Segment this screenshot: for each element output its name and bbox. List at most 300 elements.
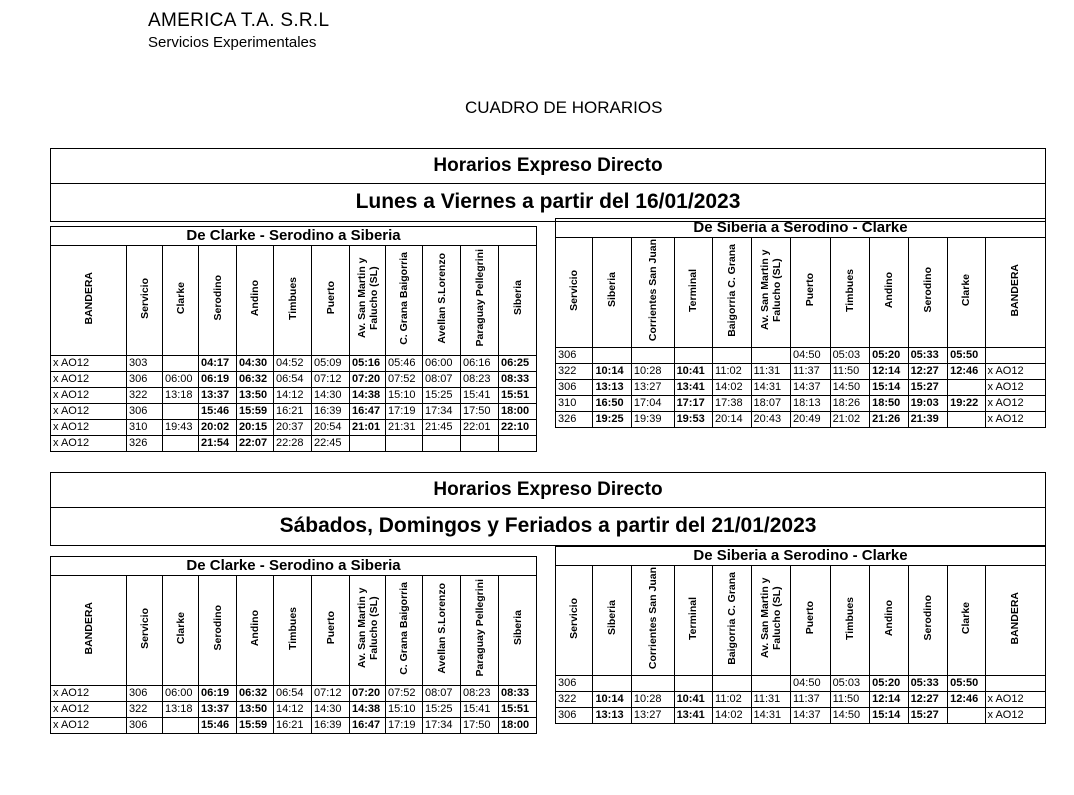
column-header bbox=[948, 238, 985, 348]
column-header bbox=[423, 246, 461, 356]
table-cell: 322 bbox=[556, 692, 593, 708]
column-header-label: Siberia bbox=[606, 600, 619, 636]
weekend-inbound-table bbox=[555, 546, 1046, 724]
table-cell: 05:09 bbox=[312, 356, 350, 372]
table-cell: 15:14 bbox=[870, 708, 908, 724]
table-cell: 11:37 bbox=[791, 692, 831, 708]
column-header bbox=[237, 246, 274, 356]
table-cell: 06:00 bbox=[423, 356, 461, 372]
table-cell bbox=[163, 404, 199, 420]
table-cell: 18:00 bbox=[499, 718, 537, 734]
table-cell: 17:04 bbox=[631, 396, 674, 412]
table-cell: 322 bbox=[127, 388, 163, 404]
table-cell: 15:25 bbox=[423, 702, 461, 718]
document-title: CUADRO DE HORARIOS bbox=[465, 98, 663, 117]
route-title: De Clarke - Serodino a Siberia bbox=[51, 227, 537, 246]
weekend-title: Horarios Expreso Directo bbox=[50, 472, 1046, 508]
company-subtitle: Servicios Experimentales bbox=[148, 34, 317, 51]
table-cell: 16:47 bbox=[350, 718, 386, 734]
column-header-label: Av. San Martin y Falucho (SL) bbox=[355, 257, 380, 339]
table-cell: 16:50 bbox=[593, 396, 631, 412]
table-cell: 18:13 bbox=[791, 396, 831, 412]
table-cell: 11:02 bbox=[713, 364, 751, 380]
column-header-label: Siberia bbox=[511, 610, 524, 646]
table-cell: 18:00 bbox=[499, 404, 537, 420]
table-cell: 15:51 bbox=[499, 702, 537, 718]
column-header bbox=[908, 566, 948, 676]
table-cell: 10:28 bbox=[631, 692, 674, 708]
table-cell: 06:19 bbox=[199, 372, 237, 388]
table-cell: 14:38 bbox=[350, 702, 386, 718]
column-header-label: Puerto bbox=[324, 281, 337, 315]
table-cell: 14:50 bbox=[830, 708, 870, 724]
table-cell: 17:38 bbox=[713, 396, 751, 412]
table-cell: 04:52 bbox=[274, 356, 312, 372]
table-cell: x AO12 bbox=[51, 702, 127, 718]
column-header-label: Av. San Martin y Falucho (SL) bbox=[355, 587, 380, 669]
table-cell: 16:39 bbox=[312, 404, 350, 420]
table-cell: 19:22 bbox=[948, 396, 985, 412]
table-cell: 11:02 bbox=[713, 692, 751, 708]
column-header bbox=[713, 566, 751, 676]
table-cell: 15:41 bbox=[461, 702, 499, 718]
weekday-schedule-header bbox=[50, 148, 1046, 222]
column-header-label: Corrientes San Juan bbox=[646, 566, 659, 670]
table-cell: 19:53 bbox=[674, 412, 712, 428]
column-header-label: Serodino bbox=[211, 275, 224, 321]
table-row bbox=[556, 412, 1046, 428]
table-cell: 19:39 bbox=[631, 412, 674, 428]
column-header-label: Serodino bbox=[921, 595, 934, 641]
company-header bbox=[148, 10, 329, 51]
table-cell: 05:20 bbox=[870, 676, 908, 692]
column-header-label: C. Grana Baigorria bbox=[398, 251, 410, 345]
route-title: De Siberia a Serodino - Clarke bbox=[556, 219, 1046, 238]
column-header-label: Av. San Martin y Falucho (SL) bbox=[758, 249, 783, 331]
table-cell: 04:17 bbox=[199, 356, 237, 372]
column-header-label: Siberia bbox=[511, 280, 524, 316]
column-header bbox=[985, 566, 1045, 676]
weekday-title: Horarios Expreso Directo bbox=[50, 148, 1046, 184]
table-cell bbox=[751, 348, 791, 364]
table-cell: 20:43 bbox=[751, 412, 791, 428]
table-cell: 306 bbox=[556, 708, 593, 724]
table-cell bbox=[674, 348, 712, 364]
column-header-label: Av. San Martin y Falucho (SL) bbox=[758, 577, 783, 659]
table-cell: 14:30 bbox=[312, 702, 350, 718]
table-cell: x AO12 bbox=[51, 404, 127, 420]
column-header-label: Andino bbox=[249, 279, 261, 317]
table-cell: 326 bbox=[556, 412, 593, 428]
column-header-label: Servicio bbox=[138, 277, 151, 319]
column-header bbox=[312, 246, 350, 356]
table-cell: 16:39 bbox=[312, 718, 350, 734]
table-cell: 15:59 bbox=[237, 718, 274, 734]
table-cell: 05:03 bbox=[830, 676, 870, 692]
table-cell: x AO12 bbox=[51, 686, 127, 702]
column-header bbox=[713, 238, 751, 348]
column-header bbox=[674, 566, 712, 676]
table-cell: 04:50 bbox=[791, 676, 831, 692]
table-cell: 06:00 bbox=[163, 686, 199, 702]
table-cell: x AO12 bbox=[985, 708, 1045, 724]
table-cell bbox=[948, 708, 985, 724]
column-header bbox=[386, 246, 423, 356]
table-cell: 12:27 bbox=[908, 364, 948, 380]
weekend-subtitle: Sábados, Domingos y Feriados a partir del 21/01/2023 bbox=[50, 508, 1046, 546]
table-cell: 15:51 bbox=[499, 388, 537, 404]
table-cell: 15:46 bbox=[199, 404, 237, 420]
table-cell: 21:31 bbox=[386, 420, 423, 436]
column-header-label: Puerto bbox=[804, 273, 817, 307]
column-header bbox=[461, 576, 499, 686]
table-cell: 06:00 bbox=[163, 372, 199, 388]
table-cell: 306 bbox=[127, 404, 163, 420]
column-header bbox=[350, 246, 386, 356]
table-cell: 16:21 bbox=[274, 718, 312, 734]
table-cell: 13:50 bbox=[237, 702, 274, 718]
table-cell: 08:07 bbox=[423, 686, 461, 702]
table-cell: 306 bbox=[127, 718, 163, 734]
table-cell: 07:52 bbox=[386, 372, 423, 388]
column-header bbox=[791, 566, 831, 676]
table-cell: 11:50 bbox=[830, 364, 870, 380]
column-header-label: Baigorria C. Grana bbox=[725, 243, 738, 337]
table-cell: 18:50 bbox=[870, 396, 908, 412]
table-cell bbox=[674, 676, 712, 692]
column-header-label: Clarke bbox=[960, 273, 973, 307]
table-cell: 15:27 bbox=[908, 708, 948, 724]
column-header-label: Timbues bbox=[286, 276, 299, 320]
column-header-label: Corrientes San Juan bbox=[646, 238, 659, 342]
table-cell: 06:54 bbox=[274, 686, 312, 702]
column-header-label: Paraguay Pellegrini bbox=[473, 249, 486, 347]
table-cell: 14:37 bbox=[791, 380, 831, 396]
table-row bbox=[556, 708, 1046, 724]
column-header bbox=[51, 246, 127, 356]
column-header-label: Baigorria C. Grana bbox=[725, 571, 738, 665]
column-header bbox=[274, 246, 312, 356]
table-cell: 13:50 bbox=[237, 388, 274, 404]
table-cell: 21:45 bbox=[423, 420, 461, 436]
table-row bbox=[556, 692, 1046, 708]
table-row bbox=[51, 404, 537, 420]
table-cell: 06:54 bbox=[274, 372, 312, 388]
weekend-outbound-table bbox=[50, 556, 537, 734]
table-cell: 20:14 bbox=[713, 412, 751, 428]
table-cell: 19:03 bbox=[908, 396, 948, 412]
table-cell: 05:50 bbox=[948, 348, 985, 364]
weekday-inbound-table bbox=[555, 218, 1046, 428]
table-cell: 08:07 bbox=[423, 372, 461, 388]
column-header-label: BANDERA bbox=[82, 601, 95, 655]
table-cell: 06:19 bbox=[199, 686, 237, 702]
table-cell: 20:15 bbox=[237, 420, 274, 436]
table-cell: 12:27 bbox=[908, 692, 948, 708]
column-header-label: Servicio bbox=[568, 269, 581, 311]
table-cell: x AO12 bbox=[985, 692, 1045, 708]
column-header bbox=[163, 576, 199, 686]
table-cell: 310 bbox=[556, 396, 593, 412]
table-cell: 15:14 bbox=[870, 380, 908, 396]
table-cell bbox=[423, 436, 461, 452]
table-cell: 10:41 bbox=[674, 692, 712, 708]
column-header bbox=[461, 246, 499, 356]
table-cell bbox=[163, 356, 199, 372]
column-header-label: Clarke bbox=[174, 281, 187, 315]
table-cell: 13:41 bbox=[674, 708, 712, 724]
table-cell: 15:41 bbox=[461, 388, 499, 404]
table-cell: 04:50 bbox=[791, 348, 831, 364]
table-cell: x AO12 bbox=[51, 356, 127, 372]
table-cell: 17:17 bbox=[674, 396, 712, 412]
table-cell: 21:02 bbox=[830, 412, 870, 428]
table-cell: x AO12 bbox=[51, 372, 127, 388]
column-header bbox=[199, 576, 237, 686]
table-cell: 05:16 bbox=[350, 356, 386, 372]
table-cell: 14:31 bbox=[751, 380, 791, 396]
table-cell bbox=[948, 380, 985, 396]
table-cell: 15:46 bbox=[199, 718, 237, 734]
table-cell: 19:25 bbox=[593, 412, 631, 428]
column-header-label: Puerto bbox=[324, 611, 337, 645]
table-row bbox=[556, 348, 1046, 364]
column-header-label: Puerto bbox=[804, 601, 817, 635]
column-header bbox=[593, 566, 631, 676]
table-cell: 22:10 bbox=[499, 420, 537, 436]
table-cell: 05:33 bbox=[908, 348, 948, 364]
table-cell: 07:12 bbox=[312, 372, 350, 388]
table-cell bbox=[593, 348, 631, 364]
table-cell: 12:14 bbox=[870, 692, 908, 708]
table-cell: 05:33 bbox=[908, 676, 948, 692]
company-name: AMERICA T.A. S.R.L bbox=[148, 10, 330, 31]
column-header bbox=[423, 576, 461, 686]
column-header-label: Avellan S.Lorenzo bbox=[435, 252, 448, 344]
table-cell: 08:33 bbox=[499, 372, 537, 388]
column-header-label: Andino bbox=[882, 271, 895, 309]
table-cell: 14:12 bbox=[274, 702, 312, 718]
table-cell: 14:31 bbox=[751, 708, 791, 724]
table-cell: 306 bbox=[556, 676, 593, 692]
column-header bbox=[751, 566, 791, 676]
table-cell bbox=[386, 436, 423, 452]
column-header-label: Timbues bbox=[843, 268, 856, 312]
column-header bbox=[51, 576, 127, 686]
table-cell: 12:46 bbox=[948, 692, 985, 708]
table-cell: 11:31 bbox=[751, 692, 791, 708]
column-header bbox=[593, 238, 631, 348]
table-row bbox=[556, 380, 1046, 396]
table-cell: 05:50 bbox=[948, 676, 985, 692]
table-cell: 13:27 bbox=[631, 380, 674, 396]
table-cell: 17:50 bbox=[461, 718, 499, 734]
column-header-label: Avellan S.Lorenzo bbox=[435, 582, 448, 674]
column-header bbox=[556, 566, 593, 676]
table-cell: 21:54 bbox=[199, 436, 237, 452]
column-header bbox=[870, 238, 908, 348]
column-header bbox=[985, 238, 1045, 348]
column-header-label: Terminal bbox=[687, 596, 700, 640]
column-header bbox=[499, 246, 537, 356]
table-cell: 20:02 bbox=[199, 420, 237, 436]
table-cell: 17:34 bbox=[423, 718, 461, 734]
table-row bbox=[556, 676, 1046, 692]
table-cell bbox=[163, 436, 199, 452]
table-cell: x AO12 bbox=[51, 718, 127, 734]
column-header bbox=[908, 238, 948, 348]
table-cell: 12:46 bbox=[948, 364, 985, 380]
table-cell: 13:27 bbox=[631, 708, 674, 724]
table-cell: 15:59 bbox=[237, 404, 274, 420]
table-cell bbox=[163, 718, 199, 734]
table-cell: 326 bbox=[127, 436, 163, 452]
table-cell: 14:50 bbox=[830, 380, 870, 396]
table-cell: 10:14 bbox=[593, 692, 631, 708]
column-header bbox=[830, 566, 870, 676]
table-cell: x AO12 bbox=[51, 388, 127, 404]
table-cell: 322 bbox=[556, 364, 593, 380]
table-cell: 14:12 bbox=[274, 388, 312, 404]
column-header bbox=[350, 576, 386, 686]
table-cell: 11:50 bbox=[830, 692, 870, 708]
column-header-label: Timbues bbox=[843, 596, 856, 640]
column-header-label: Servicio bbox=[138, 607, 151, 649]
table-cell: 15:10 bbox=[386, 702, 423, 718]
column-header-label: BANDERA bbox=[1009, 591, 1022, 645]
table-row bbox=[556, 396, 1046, 412]
table-cell: 05:46 bbox=[386, 356, 423, 372]
column-header bbox=[830, 238, 870, 348]
table-cell: 16:47 bbox=[350, 404, 386, 420]
table-row bbox=[51, 686, 537, 702]
table-cell: 05:20 bbox=[870, 348, 908, 364]
column-header-label: Paraguay Pellegrini bbox=[473, 579, 486, 677]
table-cell: 07:52 bbox=[386, 686, 423, 702]
table-row bbox=[51, 420, 537, 436]
table-row bbox=[51, 718, 537, 734]
table-cell bbox=[713, 676, 751, 692]
table-row bbox=[51, 702, 537, 718]
column-header bbox=[631, 566, 674, 676]
route-title: De Clarke - Serodino a Siberia bbox=[51, 557, 537, 576]
table-row bbox=[51, 372, 537, 388]
table-cell: 306 bbox=[556, 380, 593, 396]
column-header-label: Timbues bbox=[286, 606, 299, 650]
table-cell: 16:21 bbox=[274, 404, 312, 420]
table-cell: 17:34 bbox=[423, 404, 461, 420]
column-header-label: Terminal bbox=[687, 268, 700, 312]
table-cell: 306 bbox=[556, 348, 593, 364]
table-row bbox=[556, 364, 1046, 380]
table-cell: 20:49 bbox=[791, 412, 831, 428]
table-cell bbox=[751, 676, 791, 692]
table-cell: 17:19 bbox=[386, 404, 423, 420]
table-cell: 13:37 bbox=[199, 388, 237, 404]
table-cell: 11:31 bbox=[751, 364, 791, 380]
table-cell bbox=[499, 436, 537, 452]
table-cell bbox=[593, 676, 631, 692]
table-cell bbox=[350, 436, 386, 452]
weekend-schedule-header bbox=[50, 472, 1046, 546]
table-cell: 322 bbox=[127, 702, 163, 718]
table-cell: 13:18 bbox=[163, 702, 199, 718]
table-row bbox=[51, 436, 537, 452]
table-cell: 18:07 bbox=[751, 396, 791, 412]
column-header bbox=[499, 576, 537, 686]
table-cell: 21:39 bbox=[908, 412, 948, 428]
table-cell: 05:03 bbox=[830, 348, 870, 364]
table-cell: 07:20 bbox=[350, 372, 386, 388]
weekday-subtitle: Lunes a Viernes a partir del 16/01/2023 bbox=[50, 184, 1046, 222]
table-cell: 11:37 bbox=[791, 364, 831, 380]
table-cell: 10:28 bbox=[631, 364, 674, 380]
table-cell: x AO12 bbox=[51, 436, 127, 452]
weekday-outbound-table bbox=[50, 226, 537, 452]
column-header-label: Siberia bbox=[606, 272, 619, 308]
table-cell: 06:32 bbox=[237, 372, 274, 388]
table-cell: 10:14 bbox=[593, 364, 631, 380]
table-cell bbox=[948, 412, 985, 428]
column-header bbox=[751, 238, 791, 348]
column-header-label: Andino bbox=[249, 609, 261, 647]
table-cell: 15:10 bbox=[386, 388, 423, 404]
table-cell: 20:54 bbox=[312, 420, 350, 436]
table-cell: 13:13 bbox=[593, 708, 631, 724]
table-cell: 21:26 bbox=[870, 412, 908, 428]
table-cell: 13:13 bbox=[593, 380, 631, 396]
table-cell: 10:41 bbox=[674, 364, 712, 380]
column-header bbox=[274, 576, 312, 686]
table-cell: 19:43 bbox=[163, 420, 199, 436]
table-cell: 22:28 bbox=[274, 436, 312, 452]
table-cell: x AO12 bbox=[51, 420, 127, 436]
table-cell: 08:23 bbox=[461, 372, 499, 388]
table-cell: 14:38 bbox=[350, 388, 386, 404]
column-header bbox=[791, 238, 831, 348]
table-cell: 14:37 bbox=[791, 708, 831, 724]
column-header bbox=[674, 238, 712, 348]
column-header-label: Serodino bbox=[211, 605, 224, 651]
table-cell bbox=[461, 436, 499, 452]
table-cell: 07:20 bbox=[350, 686, 386, 702]
table-cell: 06:25 bbox=[499, 356, 537, 372]
table-cell: 22:45 bbox=[312, 436, 350, 452]
column-header-label: BANDERA bbox=[1009, 263, 1022, 317]
table-row bbox=[51, 388, 537, 404]
table-cell: 14:02 bbox=[713, 380, 751, 396]
column-header bbox=[127, 246, 163, 356]
table-cell: x AO12 bbox=[985, 396, 1045, 412]
column-header-label: Serodino bbox=[921, 267, 934, 313]
table-cell: 14:02 bbox=[713, 708, 751, 724]
column-header bbox=[556, 238, 593, 348]
table-cell: 303 bbox=[127, 356, 163, 372]
route-title: De Siberia a Serodino - Clarke bbox=[556, 547, 1046, 566]
table-cell: 13:18 bbox=[163, 388, 199, 404]
table-cell bbox=[631, 676, 674, 692]
column-header bbox=[386, 576, 423, 686]
column-header bbox=[631, 238, 674, 348]
column-header bbox=[237, 576, 274, 686]
table-cell: 06:16 bbox=[461, 356, 499, 372]
table-cell bbox=[985, 676, 1045, 692]
table-cell: 306 bbox=[127, 686, 163, 702]
table-cell: 15:25 bbox=[423, 388, 461, 404]
table-cell bbox=[985, 348, 1045, 364]
column-header-label: Clarke bbox=[960, 601, 973, 635]
column-header bbox=[312, 576, 350, 686]
